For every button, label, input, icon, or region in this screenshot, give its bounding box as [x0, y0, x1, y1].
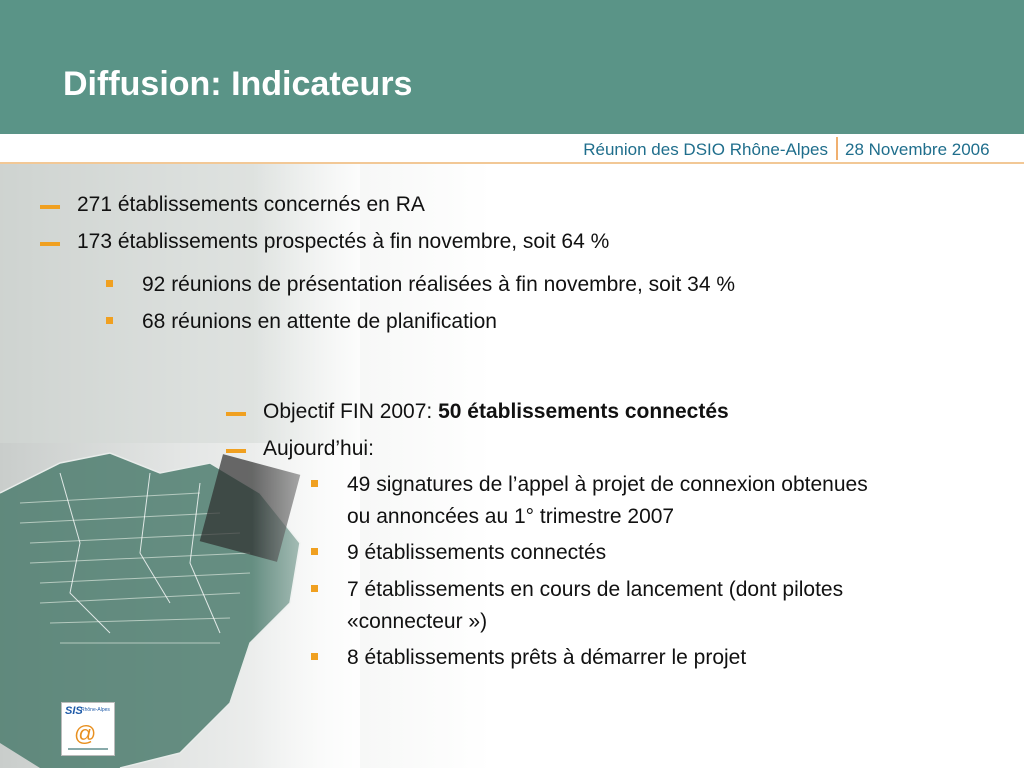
- at-icon: @: [74, 721, 97, 746]
- square-bullet-icon: [311, 585, 318, 592]
- objectif-label: Objectif FIN 2007:: [263, 400, 439, 423]
- logo-underline: [68, 748, 108, 750]
- square-bullet-icon: [311, 480, 318, 487]
- logo-text: SIS: [65, 705, 83, 717]
- square-bullet-icon: [106, 280, 113, 287]
- subtitle-separator: [836, 137, 838, 160]
- meeting-name: Réunion des DSIO Rhône-Alpes: [583, 140, 828, 159]
- subbullet-signatures-line1: 49 signatures de l’appel à projet de connexion obtenues: [347, 473, 868, 496]
- square-bullet-icon: [106, 317, 113, 324]
- subtitle-bar: [0, 134, 1024, 164]
- subbullet-prets: 8 établissements prêts à démarrer le projet: [347, 646, 747, 669]
- subbullet-signatures-line2: ou annoncées au 1° trimestre 2007: [347, 505, 675, 528]
- subbullet-connectes: 9 établissements connectés: [347, 541, 607, 564]
- dash-bullet-icon: [40, 242, 60, 246]
- square-bullet-icon: [311, 548, 318, 555]
- sis-logo: [61, 702, 115, 756]
- subbullet-reunions-realisees: 92 réunions de présentation réalisées à fin novembre, soit 34 %: [142, 273, 736, 296]
- objectif-value: 50 établissements connectés: [438, 400, 729, 423]
- subbullet-reunions-attente: 68 réunions en attente de planification: [142, 310, 497, 333]
- subbullet-lancement-line2: «connecteur »): [347, 610, 488, 633]
- subbullet-lancement-line1: 7 établissements en cours de lancement (dont pilotes: [347, 578, 844, 601]
- dash-bullet-icon: [226, 449, 246, 453]
- meeting-date: 28 Novembre 2006: [845, 140, 990, 159]
- bullet-etablissements-prospectes: 173 établissements prospectés à fin novembre, soit 64 %: [77, 230, 610, 253]
- bullet-etablissements-concernes: 271 établissements concernés en RA: [77, 193, 425, 216]
- page-title: Diffusion: Indicateurs: [63, 65, 413, 103]
- logo-subtext: Rhône-Alpes: [81, 707, 110, 713]
- bullet-objectif: [263, 400, 729, 424]
- bullet-aujourdhui: Aujourd’hui:: [263, 437, 374, 460]
- dash-bullet-icon: [226, 412, 246, 416]
- title-bar: [0, 0, 1024, 134]
- dash-bullet-icon: [40, 205, 60, 209]
- square-bullet-icon: [311, 653, 318, 660]
